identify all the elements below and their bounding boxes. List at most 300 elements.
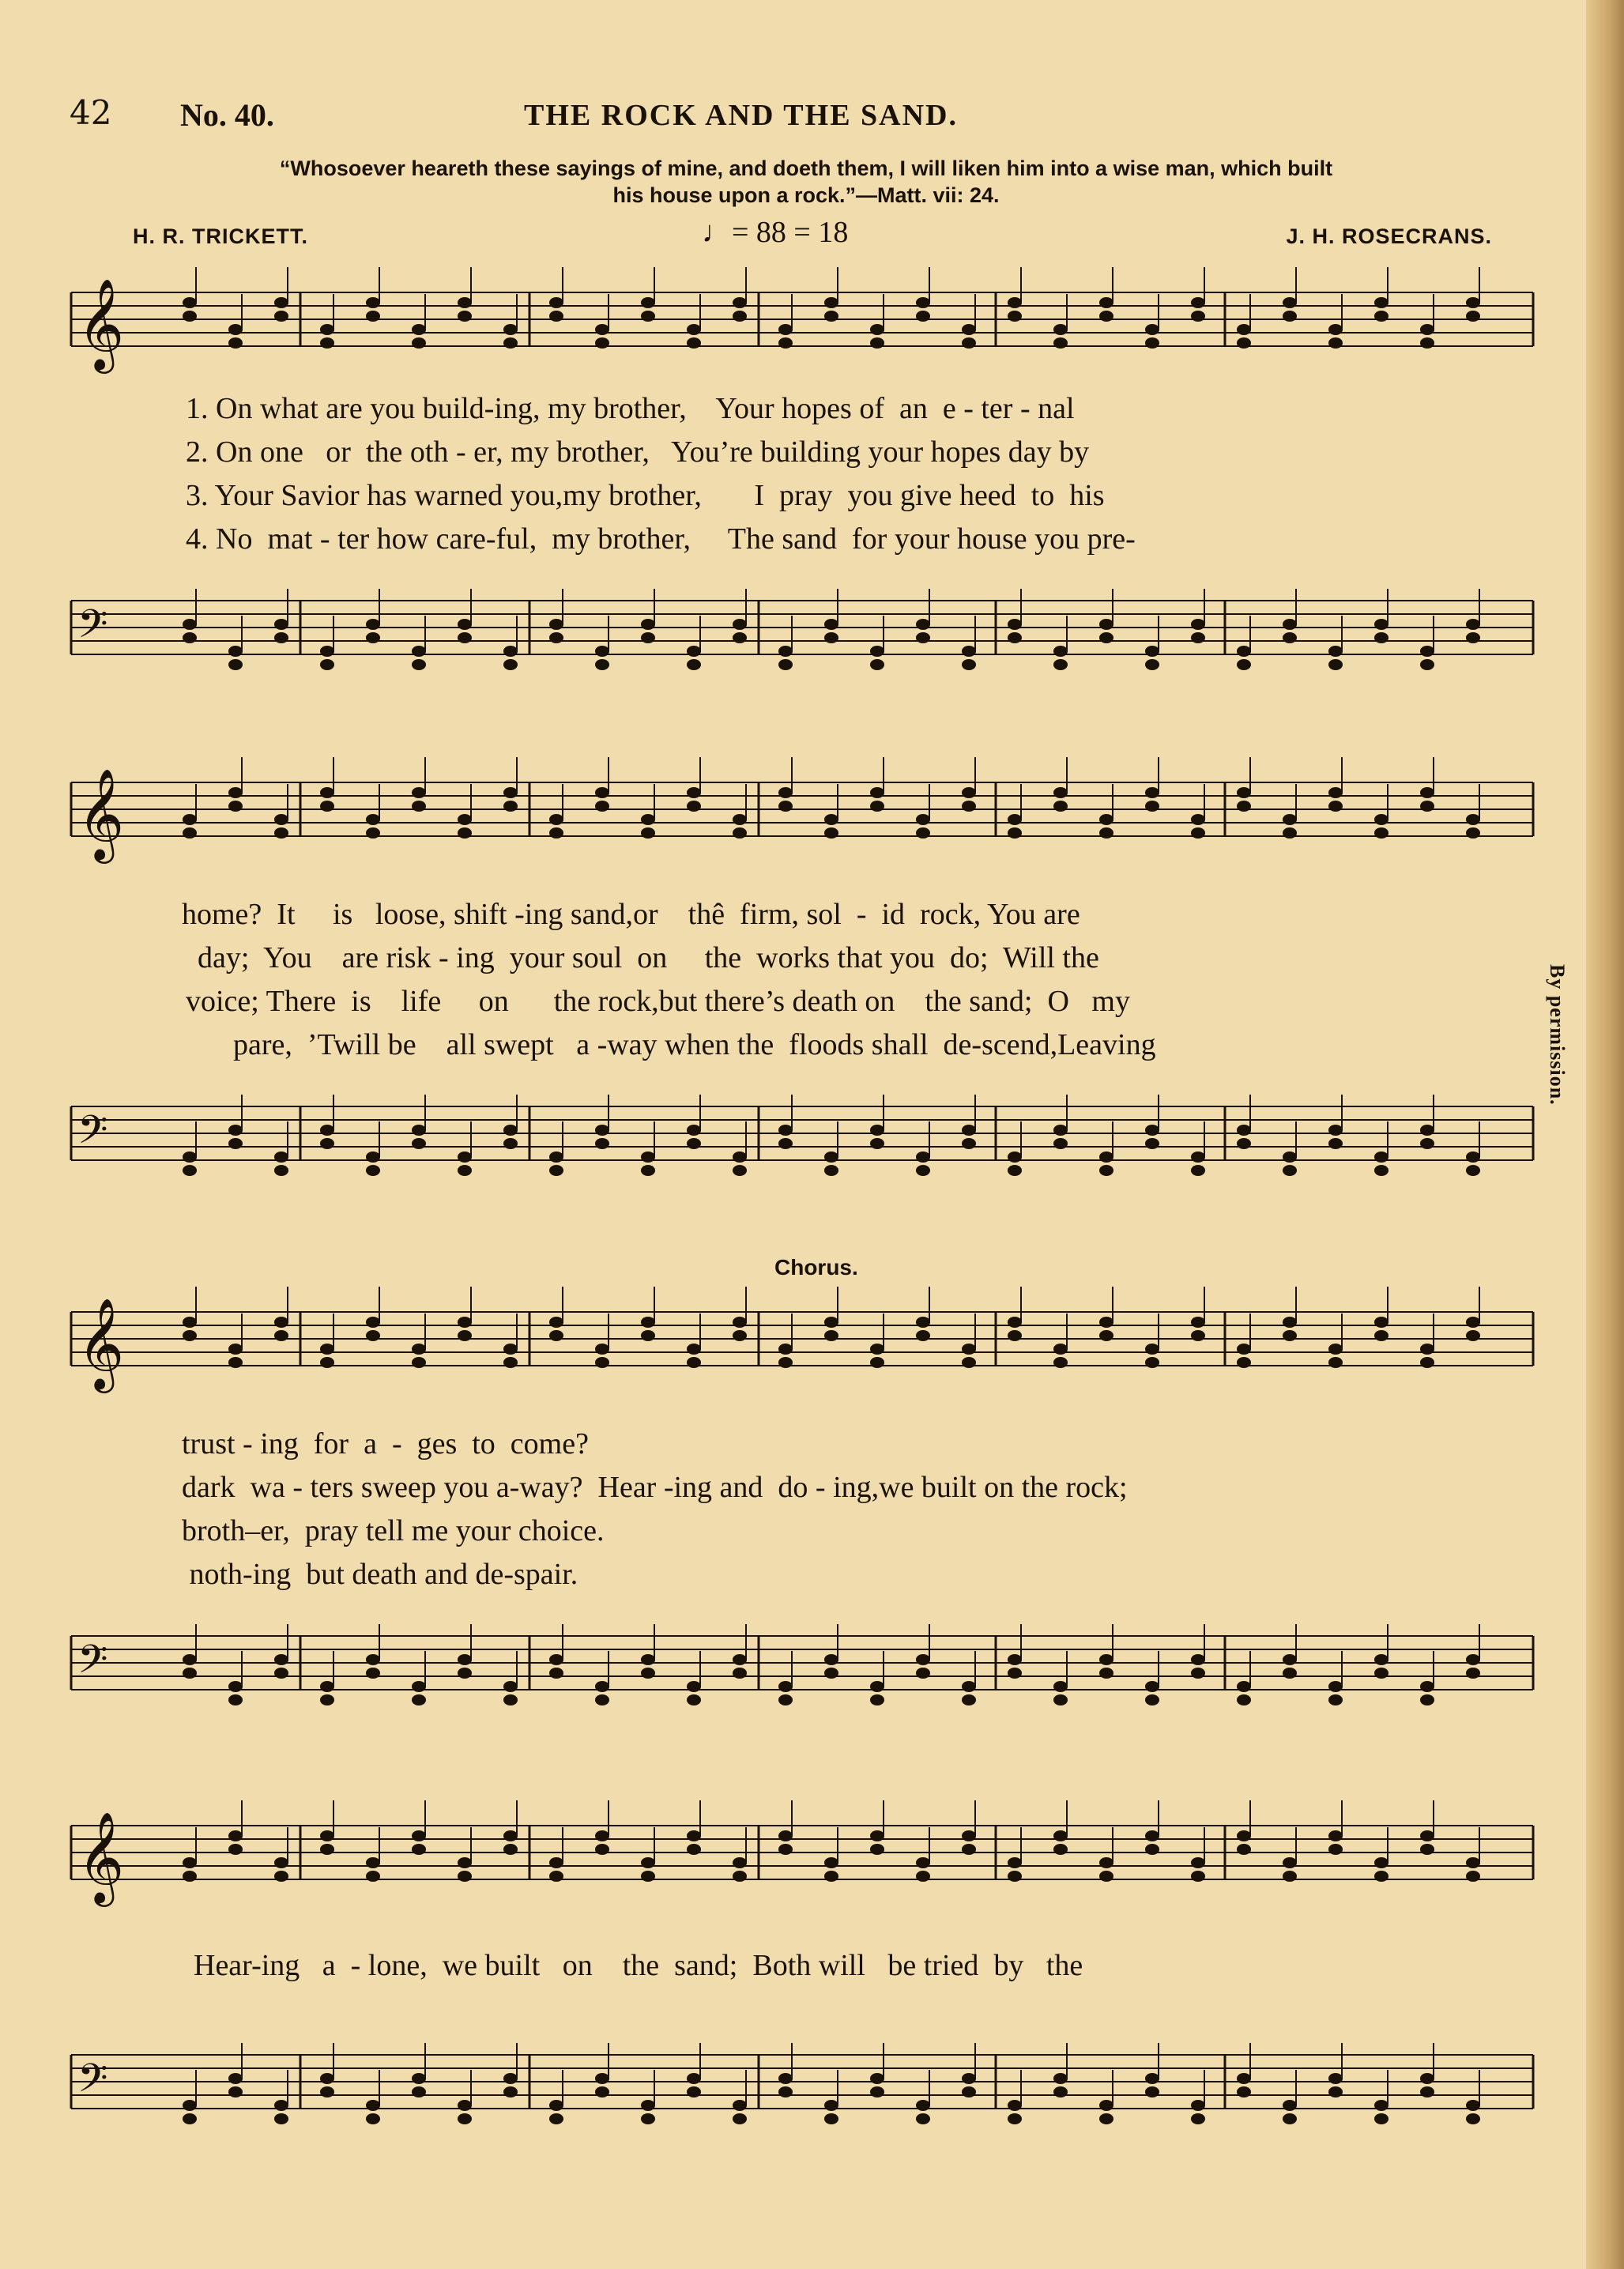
note-head — [1237, 1681, 1251, 1692]
note-head — [1008, 827, 1022, 839]
page-header — [70, 93, 1524, 141]
note-head — [549, 297, 563, 308]
note-head — [1328, 1681, 1343, 1692]
note-head — [1237, 324, 1251, 335]
music-system-4 — [63, 1810, 1541, 2205]
note-head — [733, 311, 747, 322]
note-head — [1466, 1668, 1480, 1679]
note-head — [183, 1871, 197, 1882]
note-head — [778, 1138, 793, 1149]
note-head — [228, 1357, 243, 1368]
scripture-epigraph — [119, 155, 1494, 209]
note-head — [595, 1125, 609, 1136]
note-head — [962, 1138, 976, 1149]
note-head — [320, 801, 334, 812]
note-head — [1099, 2113, 1113, 2124]
note-head — [366, 1871, 380, 1882]
note-head — [274, 311, 288, 322]
note-head — [1466, 2113, 1480, 2124]
note-head — [1420, 1344, 1434, 1355]
note-head — [962, 646, 976, 657]
note-head — [1008, 1330, 1022, 1341]
note-head — [1420, 1138, 1434, 1149]
note-head — [687, 787, 701, 798]
note-head — [1008, 632, 1022, 643]
note-head — [458, 311, 472, 322]
note-head — [1099, 1151, 1113, 1163]
note-head — [320, 1357, 334, 1368]
note-head — [1328, 1830, 1343, 1841]
note-head — [549, 632, 563, 643]
note-head — [641, 1151, 655, 1163]
note-head — [733, 1857, 747, 1868]
note-head — [1099, 1654, 1113, 1665]
note-head — [549, 619, 563, 630]
treble-staff — [63, 277, 1541, 371]
note-head — [458, 827, 472, 839]
note-head — [366, 1165, 380, 1176]
note-head — [778, 1830, 793, 1841]
note-head — [412, 1830, 426, 1841]
note-head — [1328, 2086, 1343, 2098]
bass-clef-icon: 𝄢 — [77, 601, 108, 657]
note-head — [733, 1330, 747, 1341]
note-head — [641, 632, 655, 643]
note-head — [1374, 1668, 1389, 1679]
note-head — [641, 2113, 655, 2124]
note-head — [366, 1668, 380, 1679]
music-system-1 — [63, 277, 1541, 688]
lyric-verse-2: 2. On one or the oth - er, my brother, You’re building your hopes day by — [186, 435, 1090, 469]
note-head — [1237, 1344, 1251, 1355]
note-head — [778, 646, 793, 657]
note-head — [1466, 297, 1480, 308]
note-head — [1237, 1844, 1251, 1855]
note-head — [733, 1317, 747, 1328]
chorus-label: Chorus. — [774, 1255, 858, 1280]
bass-staff — [63, 1091, 1541, 1185]
note-head — [1191, 1857, 1205, 1868]
note-head — [962, 1694, 976, 1706]
note-head — [916, 2113, 930, 2124]
note-head — [641, 814, 655, 825]
note-head — [733, 632, 747, 643]
note-head — [687, 1125, 701, 1136]
bass-clef-icon: 𝄢 — [77, 1107, 108, 1163]
note-head — [549, 1654, 563, 1665]
note-head — [1283, 2113, 1297, 2124]
note-head — [1099, 1871, 1113, 1882]
note-head — [549, 2100, 563, 2111]
note-head — [274, 2100, 288, 2111]
note-head — [1466, 827, 1480, 839]
note-head — [228, 324, 243, 335]
note-head — [1466, 2100, 1480, 2111]
note-head — [687, 1694, 701, 1706]
note-head — [733, 1871, 747, 1882]
note-head — [1145, 787, 1159, 798]
note-head — [366, 1317, 380, 1328]
note-head — [1283, 1871, 1297, 1882]
note-head — [274, 1317, 288, 1328]
lyricist: H. R. TRICKETT. — [133, 224, 308, 248]
note-head — [1420, 1694, 1434, 1706]
note-head — [824, 1654, 838, 1665]
note-head — [183, 2100, 197, 2111]
note-head — [458, 297, 472, 308]
note-head — [641, 619, 655, 630]
note-head — [549, 1668, 563, 1679]
note-head — [1283, 1165, 1297, 1176]
note-head — [1008, 1857, 1022, 1868]
note-head — [1328, 1138, 1343, 1149]
note-head — [1053, 1138, 1068, 1149]
note-head — [1191, 1654, 1205, 1665]
note-head — [1374, 297, 1389, 308]
note-head — [458, 1668, 472, 1679]
note-head — [1420, 1125, 1434, 1136]
note-head — [1008, 1151, 1022, 1163]
note-head — [1099, 311, 1113, 322]
note-head — [1099, 1857, 1113, 1868]
note-head — [641, 1871, 655, 1882]
note-head — [1420, 1830, 1434, 1841]
note-head — [366, 814, 380, 825]
note-head — [733, 1151, 747, 1163]
note-head — [870, 2086, 884, 2098]
note-head — [1191, 297, 1205, 308]
treble-clef-icon: 𝄞 — [77, 767, 125, 860]
epigraph-line-2: his house upon a rock.”—Matt. vii: 24. — [612, 183, 1000, 207]
note-head — [1053, 324, 1068, 335]
note-head — [733, 297, 747, 308]
note-head — [1374, 1330, 1389, 1341]
lyric-verse-1: trust - ing for a - ges to come? — [182, 1427, 589, 1461]
note-head — [274, 1668, 288, 1679]
note-head — [962, 1357, 976, 1368]
note-head — [687, 1681, 701, 1692]
note-head — [962, 801, 976, 812]
note-head — [1328, 337, 1343, 349]
note-head — [641, 1857, 655, 1868]
note-head — [870, 1830, 884, 1841]
note-head — [320, 337, 334, 349]
note-head — [1420, 1681, 1434, 1692]
note-head — [183, 2113, 197, 2124]
note-head — [183, 1165, 197, 1176]
note-head — [320, 1844, 334, 1855]
note-head — [962, 337, 976, 349]
note-head — [733, 814, 747, 825]
note-head — [549, 1151, 563, 1163]
note-head — [274, 619, 288, 630]
note-head — [458, 814, 472, 825]
note-head — [183, 1668, 197, 1679]
note-head — [870, 337, 884, 349]
note-head — [183, 827, 197, 839]
note-head — [1008, 2100, 1022, 2111]
note-head — [274, 1871, 288, 1882]
note-head — [962, 1830, 976, 1841]
note-head — [503, 1344, 518, 1355]
note-head — [503, 324, 518, 335]
note-head — [1328, 1844, 1343, 1855]
note-head — [1145, 1125, 1159, 1136]
note-head — [1099, 619, 1113, 630]
note-head — [595, 337, 609, 349]
note-head — [778, 1125, 793, 1136]
note-head — [916, 311, 930, 322]
note-head — [870, 659, 884, 670]
note-head — [1374, 1317, 1389, 1328]
note-head — [1374, 2100, 1389, 2111]
note-head — [274, 632, 288, 643]
note-head — [687, 1844, 701, 1855]
note-head — [228, 1344, 243, 1355]
note-head — [1374, 1857, 1389, 1868]
treble-clef-icon: 𝄞 — [77, 1811, 125, 1903]
note-head — [503, 1125, 518, 1136]
note-head — [412, 787, 426, 798]
note-head — [1420, 2086, 1434, 2098]
note-head — [1237, 801, 1251, 812]
note-head — [1237, 1357, 1251, 1368]
note-head — [458, 1330, 472, 1341]
note-head — [778, 1694, 793, 1706]
note-head — [1374, 1871, 1389, 1882]
note-head — [1237, 2086, 1251, 2098]
note-head — [549, 1857, 563, 1868]
note-head — [1420, 1357, 1434, 1368]
note-head — [824, 1330, 838, 1341]
note-head — [274, 1330, 288, 1341]
note-head — [641, 2100, 655, 2111]
note-head — [549, 2113, 563, 2124]
note-head — [641, 297, 655, 308]
note-head — [1466, 814, 1480, 825]
note-head — [1466, 1857, 1480, 1868]
note-head — [228, 2086, 243, 2098]
note-head — [1374, 311, 1389, 322]
note-head — [366, 619, 380, 630]
note-head — [1328, 324, 1343, 335]
note-head — [503, 787, 518, 798]
note-head — [595, 1844, 609, 1855]
note-head — [1420, 646, 1434, 657]
note-head — [1053, 801, 1068, 812]
note-head — [1328, 1357, 1343, 1368]
note-head — [366, 1330, 380, 1341]
note-head — [412, 1344, 426, 1355]
note-head — [641, 1654, 655, 1665]
note-head — [228, 1830, 243, 1841]
note-head — [1328, 787, 1343, 798]
note-head — [1374, 619, 1389, 630]
note-head — [916, 1871, 930, 1882]
note-head — [274, 827, 288, 839]
note-head — [1374, 1165, 1389, 1176]
note-head — [183, 297, 197, 308]
note-head — [916, 1317, 930, 1328]
music-system-2 — [63, 767, 1541, 1209]
lyric-verse-2: day; You are risk - ing your soul on the works that you do; Will the — [198, 941, 1099, 974]
note-head — [549, 1330, 563, 1341]
note-head — [687, 1138, 701, 1149]
note-head — [1283, 1654, 1297, 1665]
note-head — [1053, 1694, 1068, 1706]
note-head — [503, 1844, 518, 1855]
note-head — [1328, 646, 1343, 657]
note-head — [503, 801, 518, 812]
note-head — [641, 827, 655, 839]
note-head — [412, 1138, 426, 1149]
note-head — [687, 337, 701, 349]
note-head — [1008, 619, 1022, 630]
tempo-value: = 88 = 18 — [732, 216, 849, 249]
note-head — [824, 814, 838, 825]
note-head — [274, 1654, 288, 1665]
note-head — [1191, 619, 1205, 630]
note-head — [778, 1681, 793, 1692]
note-head — [595, 1694, 609, 1706]
note-head — [1466, 1317, 1480, 1328]
note-head — [1283, 311, 1297, 322]
note-head — [1145, 1694, 1159, 1706]
note-head — [824, 2113, 838, 2124]
note-head — [595, 1357, 609, 1368]
note-head — [1328, 1344, 1343, 1355]
note-head — [1374, 632, 1389, 643]
note-head — [1008, 1165, 1022, 1176]
note-head — [549, 1317, 563, 1328]
note-head — [1237, 1125, 1251, 1136]
note-head — [1420, 324, 1434, 335]
note-head — [1466, 1151, 1480, 1163]
note-head — [1283, 297, 1297, 308]
note-head — [1008, 297, 1022, 308]
lyric-verse-1: 1. On what are you build-ing, my brother, Your hopes of an e - ter - nal — [186, 392, 1075, 425]
note-head — [228, 1844, 243, 1855]
note-head — [1237, 1138, 1251, 1149]
note-head — [778, 1344, 793, 1355]
lyric-verse-3: voice; There is life on the rock,but there’s death on the sand; O my — [186, 985, 1130, 1018]
note-head — [274, 1151, 288, 1163]
note-head — [228, 1125, 243, 1136]
note-head — [183, 632, 197, 643]
note-head — [274, 1165, 288, 1176]
note-head — [412, 2086, 426, 2098]
note-head — [595, 324, 609, 335]
note-head — [366, 1151, 380, 1163]
note-head — [641, 1317, 655, 1328]
note-head — [1053, 1844, 1068, 1855]
note-head — [870, 1344, 884, 1355]
note-head — [824, 1165, 838, 1176]
note-head — [824, 1668, 838, 1679]
bass-staff — [63, 1620, 1541, 1715]
note-head — [1008, 1317, 1022, 1328]
note-head — [916, 1330, 930, 1341]
note-head — [320, 1125, 334, 1136]
note-head — [870, 2073, 884, 2084]
note-head — [1099, 814, 1113, 825]
lyric-verse-1: home? It is loose, shift -ing sand,or thê firm, sol - id rock, You are — [182, 898, 1080, 931]
note-head — [1099, 827, 1113, 839]
note-head — [641, 1165, 655, 1176]
note-head — [366, 2113, 380, 2124]
note-head — [228, 2073, 243, 2084]
note-head — [687, 2073, 701, 2084]
note-head — [1191, 1165, 1205, 1176]
hymn-number: No. 40. — [180, 97, 274, 133]
note-head — [228, 337, 243, 349]
hymn-title: THE ROCK AND THE SAND. — [524, 99, 959, 132]
note-head — [641, 311, 655, 322]
treble-staff — [63, 1810, 1541, 1905]
note-head — [1053, 787, 1068, 798]
note-head — [962, 324, 976, 335]
note-head — [1191, 311, 1205, 322]
note-head — [1145, 2086, 1159, 2098]
note-head — [458, 1165, 472, 1176]
note-head — [1099, 632, 1113, 643]
lyric-verse-4: noth-ing but death and de-spair. — [182, 1558, 578, 1591]
note-head — [824, 1871, 838, 1882]
note-head — [916, 632, 930, 643]
note-head — [916, 1654, 930, 1665]
note-head — [1237, 1830, 1251, 1841]
note-head — [1099, 1165, 1113, 1176]
page-edge — [1586, 0, 1624, 2269]
note-head — [1283, 1857, 1297, 1868]
note-head — [1191, 2113, 1205, 2124]
note-head — [503, 1830, 518, 1841]
note-head — [228, 787, 243, 798]
note-head — [412, 1694, 426, 1706]
note-head — [1374, 2113, 1389, 2124]
note-head — [412, 1844, 426, 1855]
note-head — [1191, 1871, 1205, 1882]
note-head — [1053, 659, 1068, 670]
note-head — [228, 1694, 243, 1706]
note-head — [962, 787, 976, 798]
note-head — [916, 827, 930, 839]
note-head — [778, 337, 793, 349]
note-head — [366, 2100, 380, 2111]
note-head — [320, 324, 334, 335]
tempo-marking — [702, 215, 848, 250]
note-head — [366, 1857, 380, 1868]
note-head — [320, 1830, 334, 1841]
note-head — [503, 337, 518, 349]
note-head — [687, 659, 701, 670]
note-head — [1145, 1844, 1159, 1855]
note-head — [595, 659, 609, 670]
note-head — [962, 2086, 976, 2098]
note-head — [228, 1138, 243, 1149]
note-head — [870, 1138, 884, 1149]
credits-row — [133, 216, 1492, 261]
note-head — [733, 2113, 747, 2124]
note-head — [183, 1317, 197, 1328]
note-head — [1053, 1357, 1068, 1368]
note-head — [320, 787, 334, 798]
note-head — [824, 632, 838, 643]
note-head — [778, 801, 793, 812]
note-head — [1466, 1654, 1480, 1665]
note-head — [1008, 311, 1022, 322]
note-head — [733, 2100, 747, 2111]
